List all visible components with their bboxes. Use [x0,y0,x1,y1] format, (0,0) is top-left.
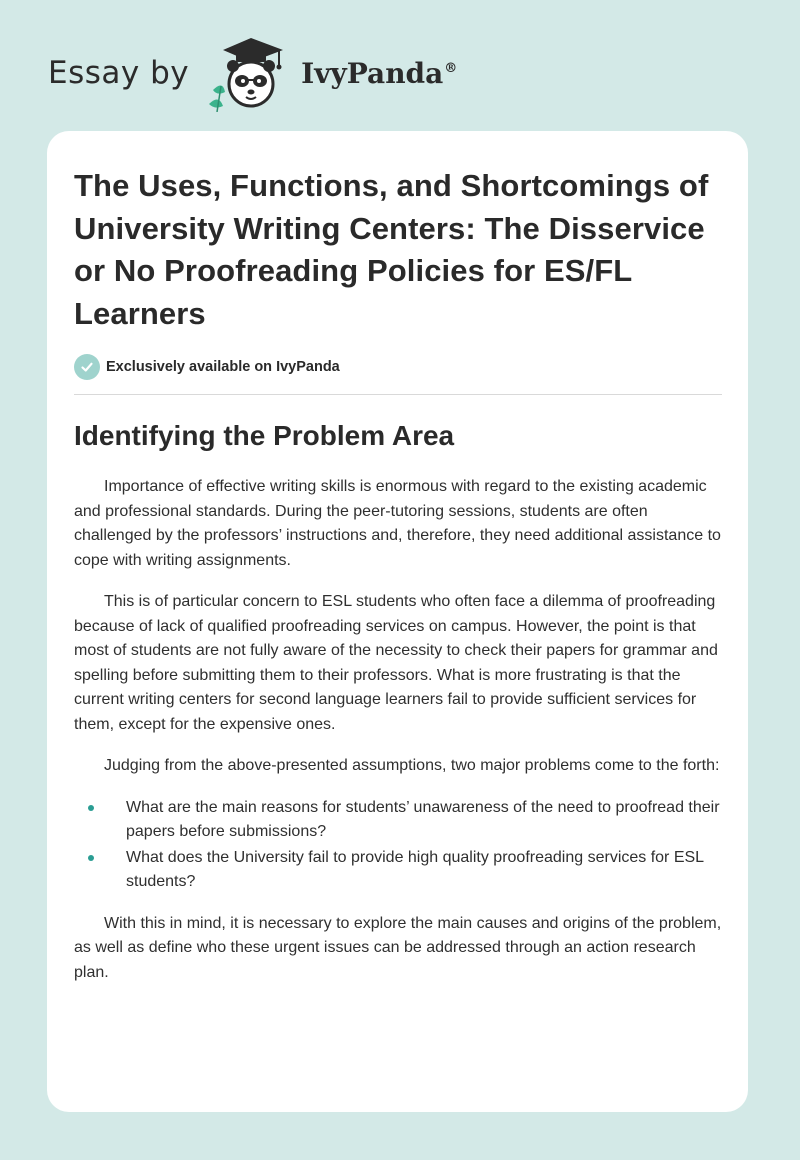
check-circle-icon [74,354,100,380]
brand-header [48,34,457,112]
list-item-text: What are the main reasons for students’ unawareness of the need to proofread their papers before submissions? [126,798,720,840]
problem-list [74,796,722,895]
bullet-dot-icon [88,805,94,811]
panda-graduate-logo-icon [203,34,299,112]
list-item [74,796,722,845]
brand-prefix: Essay by [48,55,190,91]
list-item-text: What does the University fail to provide high quality proofreading services for ESL students? [126,848,704,890]
article-title: The Uses, Functions, and Shortcomings of University Writing Centers: The Disservice or No Proofreading Policies for ES/FL Learners [74,168,709,331]
registered-mark: ® [444,61,458,77]
paragraph: Importance of effective writing skills is enormous with regard to the existing academic and professional standards. During the peer-tutoring sessions, students are often challenged by the professors’ instructions and, therefore, they need additional assistance to cope with writing assignments. [74,478,721,569]
exclusive-badge [74,353,722,381]
exclusive-label: Exclusively available on IvyPanda [106,359,340,375]
divider [74,394,722,395]
bullet-dot-icon [88,855,94,861]
brand-name-text: IvyPanda [301,56,444,90]
brand-name[interactable] [301,57,457,90]
paragraph: Judging from the above-presented assumptions, two major problems come to the forth: [104,757,720,774]
list-item [74,846,722,895]
paragraph: With this in mind, it is necessary to explore the main causes and origins of the problem, as well as define who these urgent issues can be addressed through an action research plan. [74,914,722,981]
article-card [47,131,748,1112]
paragraph: This is of particular concern to ESL students who often face a dilemma of proofreading because of lack of qualified proofreading services on campus. However, the point is that most of students are not fully aware of the necessity to check their papers for grammar and spelling before submitting them to their professors. What is more frustrating is that the current writing centers for second language learners fail to provide sufficient services for them, except for the expensive ones. [74,593,718,733]
section-heading: Identifying the Problem Area [74,420,455,451]
